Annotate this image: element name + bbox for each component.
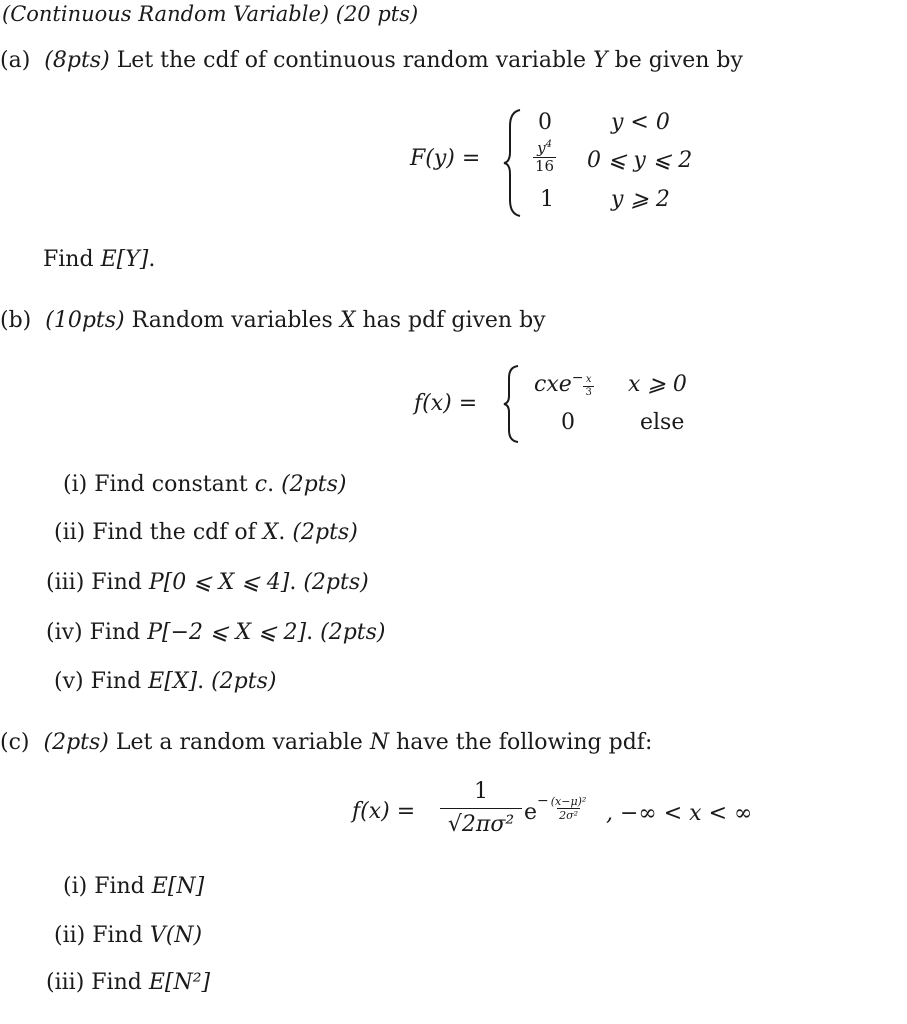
part-c-item-ii [54,925,202,947]
normal-pdf-fraction-numerator: 1 [474,779,488,804]
item-expr: c [254,472,268,497]
cdf-case-2-value [533,141,556,174]
part-b-item-i [63,474,346,496]
item-label: (iv) [46,620,83,645]
part-b-item-v [54,671,276,693]
part-c-item-i [63,876,204,898]
item-expr: X [262,520,279,545]
pdf-case-1-base: cxe [534,372,572,397]
item-points: (2pts) [281,472,347,497]
pdf-case-1-exponent-numerator: x [585,374,592,385]
normal-pdf-exp-denominator: 2σ² [559,809,578,822]
cdf-case-2-condition: 0 ⩽ y ⩽ 2 [587,148,693,173]
part-c-item-iii [46,972,210,994]
item-text: Find [89,620,141,645]
left-brace-icon [502,364,522,444]
item-text: Find [91,970,142,995]
item-label: (i) [63,874,88,899]
normal-pdf-lhs: f(x) = [352,799,416,824]
item-points: (2pts) [320,620,386,645]
item-label: (ii) [54,923,86,948]
item-expr: E[N] [151,874,205,899]
pdf-case-2-condition: else [640,410,685,435]
cdf-case-1-value: 0 [538,110,552,135]
pdf-lhs: f(x) = [414,391,478,416]
part-b-label: (b) [0,308,32,333]
normal-pdf-exp-sign: − [537,793,549,809]
item-end: . [289,570,297,595]
part-c-label: (c) [0,730,30,755]
pdf-case-1-exponent-denominator: 3 [585,387,592,398]
pdf-case-1-condition: x ⩾ 0 [628,372,687,397]
part-a-find-end: . [148,247,156,272]
pdf-case-1-value [534,370,594,407]
item-expr: P[0 ⩽ X ⩽ 4] [148,570,290,595]
item-end: . [278,520,286,545]
part-a-label: (a) [0,48,31,73]
item-text: Find [90,669,142,694]
cdf-case-2-numerator-base: y [537,139,546,157]
part-b-item-iii [46,572,369,594]
part-b-prompt [0,310,546,332]
item-end: . [267,472,275,497]
normal-pdf-exp-numerator: (x−μ)² [550,795,587,808]
problem-title: (Continuous Random Variable) (20 pts) [2,2,419,26]
item-text: Find the cdf of [92,520,256,545]
pdf-case-2-value: 0 [561,410,575,435]
part-a-text-end: be given by [614,48,743,73]
part-b-text-end: has pdf given by [362,308,546,333]
part-a-find-expr: E[Y] [100,247,149,272]
part-c-text: Let a random variable [115,730,363,755]
item-end: . [197,669,205,694]
part-b-item-iv [46,622,386,644]
item-points: (2pts) [292,520,358,545]
item-label: (i) [63,472,88,497]
normal-pdf-domain: , −∞ < x < ∞ [606,801,753,826]
normal-pdf-fraction-denominator: √2πσ² [440,808,522,836]
item-text: Find [92,923,143,948]
cdf-case-2-numerator-exponent: 4 [545,139,552,150]
part-a-variable: Y [593,48,608,73]
part-a-find-text: Find [43,247,94,272]
normal-pdf-fraction [440,781,522,836]
item-label: (iii) [46,970,85,995]
cdf-case-2-denominator: 16 [535,157,555,175]
pdf-case-1-exponent-sign: − [571,370,584,386]
cdf-case-3-condition: y ⩾ 2 [611,187,670,212]
item-end: . [306,620,314,645]
part-a-points: (8pts) [44,48,110,73]
part-a-text: Let the cdf of continuous random variable [116,48,587,73]
part-c-variable: N [369,730,390,755]
item-label: (ii) [54,520,86,545]
item-text: Find [94,874,145,899]
item-label: (iii) [46,570,85,595]
part-a-prompt [0,50,743,72]
normal-pdf-exponential [524,793,588,835]
item-expr: E[N²] [148,970,211,995]
item-expr: V(N) [149,923,203,948]
part-c-text-end: have the following pdf: [396,730,653,755]
cdf-case-3-value: 1 [540,187,554,212]
left-brace-icon [502,108,524,218]
normal-pdf-exp-base: e [524,800,538,825]
item-text: Find [91,570,142,595]
part-b-item-ii [54,522,358,544]
part-c-points: (2pts) [43,730,109,755]
cdf-case-1-condition: y < 0 [611,110,670,135]
part-b-points: (10pts) [45,308,125,333]
item-points: (2pts) [303,570,369,595]
part-b-text: Random variables [131,308,333,333]
part-b-variable: X [339,308,356,333]
part-c-prompt [0,732,652,754]
item-expr: P[−2 ⩽ X ⩽ 2] [147,620,307,645]
cdf-lhs: F(y) = [410,146,481,171]
item-label: (v) [54,669,84,694]
item-expr: E[X] [148,669,198,694]
item-points: (2pts) [211,669,277,694]
item-text: Find constant [94,472,248,497]
part-a-question [43,249,155,271]
